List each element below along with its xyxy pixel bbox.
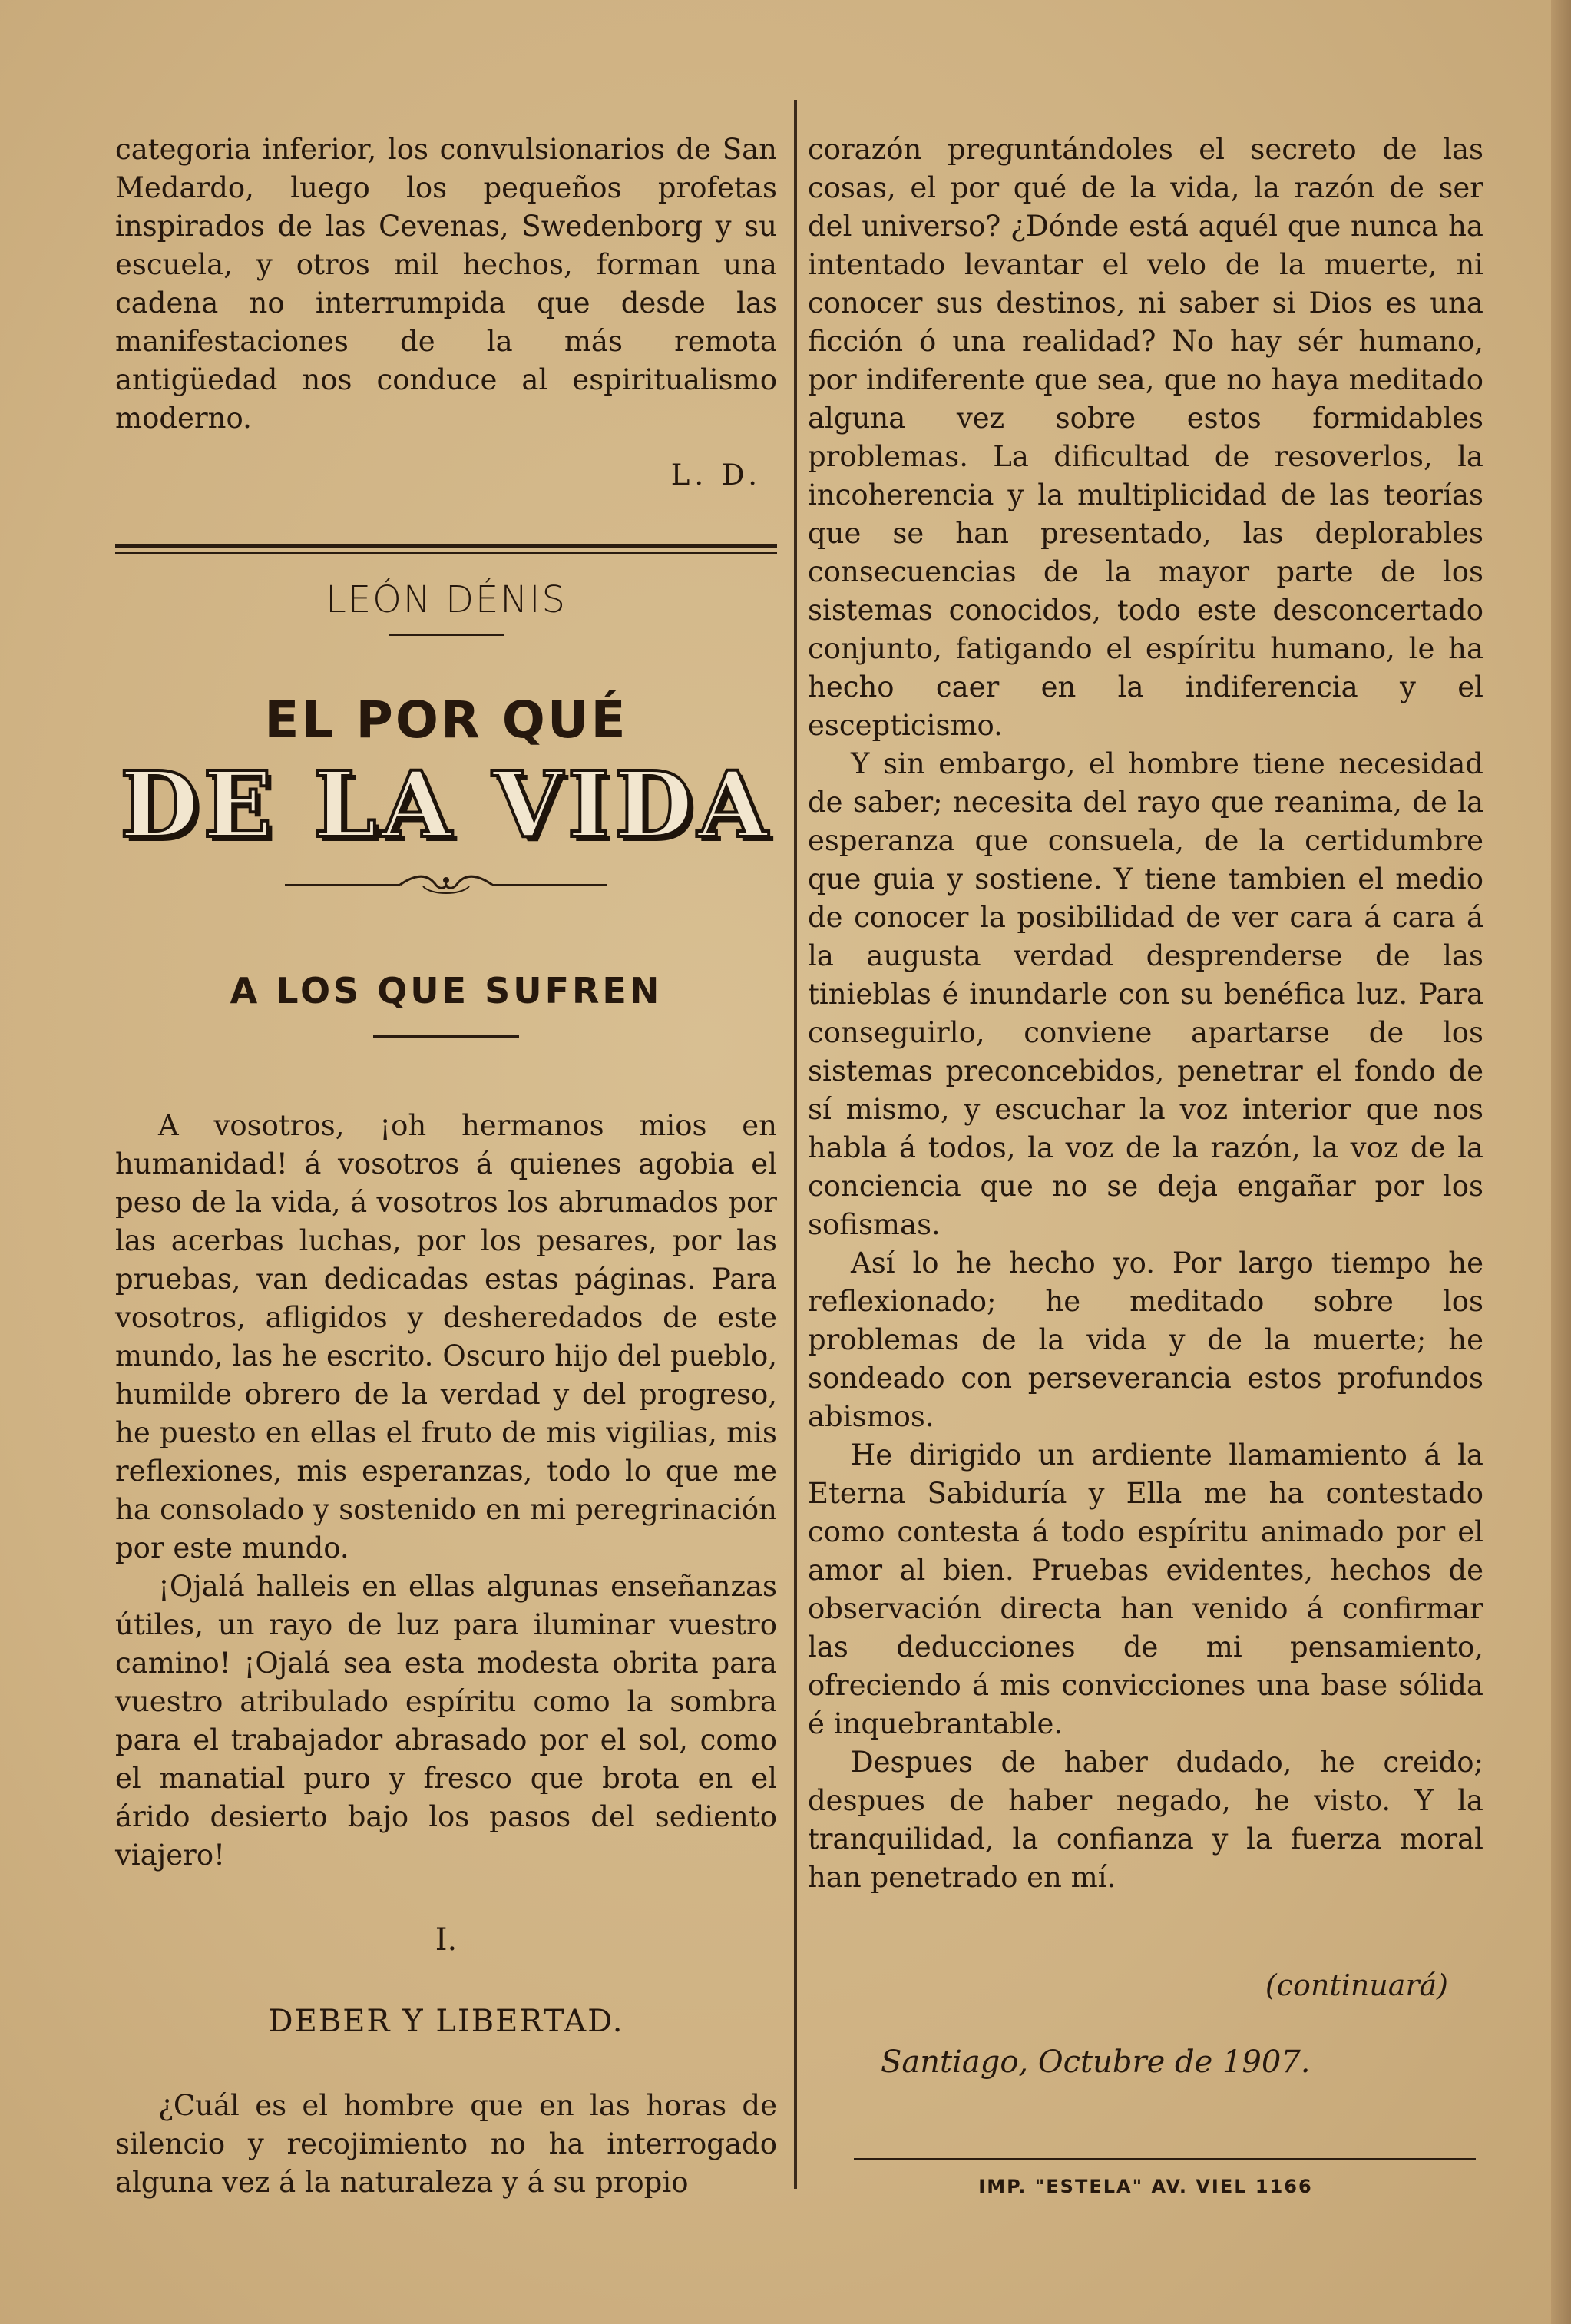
signature: L. D. xyxy=(670,459,762,492)
footer-rule xyxy=(854,2158,1476,2160)
section-separator xyxy=(115,544,777,554)
ornament-flourish-icon xyxy=(285,869,607,900)
right-column xyxy=(808,131,1483,2199)
section-number: I. xyxy=(435,1922,458,1958)
right-paragraph-4: He dirigido un ardiente llamamiento á la Eterna Sabiduría y Ella me ha contestado como contesta á todo espíritu animado por el amor al bien. Pruebas evidentes, hechos de observación directa han venido á confirmar las deducciones de mi pensamiento, ofreciendo á mis convicciones una base sólida é inquebrantable. xyxy=(808,1438,1483,1740)
section-title: DEBER Y LIBERTAD. xyxy=(268,2004,624,2039)
page-edge xyxy=(1551,0,1571,2324)
author-name: LEÓN DÉNIS xyxy=(326,578,567,621)
article-title-line2: DE LA VIDA xyxy=(120,751,772,858)
dedication-heading: A LOS QUE SUFREN xyxy=(230,970,663,1011)
right-paragraph-3: Así lo he hecho yo. Por largo tiempo he reflexionado; he meditado sobre los problemas de la vida y de la muerte; he sondeado con perseverancia estos profundos abismos. xyxy=(808,1246,1483,1433)
intro-paragraph: categoria inferior, los convulsionarios de San Medardo, luego los pequeños profetas inspirados de las Cevenas, Swedenborg y su escuela, y otros mil hechos, forman una cadena no interrumpida que desde las manifestaciones de la más remota antigüedad nos conduce al espiritualismo moderno. xyxy=(115,133,777,435)
left-column xyxy=(115,131,777,2202)
dedication-paragraph-2: ¡Ojalá halleis en ellas algunas enseñanzas útiles, un rayo de luz para iluminar vuestro camino! ¡Ojalá sea esta modesta obrita para vuestro atribulado espíritu como la sombra para el trabajador abrasado por el sol, como el manatial puro y fresco que brota en el árido desierto bajo los pasos del sediento viajero! xyxy=(115,1570,777,1872)
article-title-line1: EL POR QUÉ xyxy=(264,690,628,750)
right-paragraph-5: Despues de haber dudado, he creido; despues de haber negado, he visto. Y la tranquilidad, la confianza y la fuerza moral han penetrado en mí. xyxy=(808,1746,1483,1894)
column-divider xyxy=(794,100,797,2189)
section-paragraph: ¿Cuál es el hombre que en las horas de silencio y recojimiento no ha interrogado alguna vez á la naturaleza y á su propio xyxy=(115,2089,777,2199)
right-paragraph-2: Y sin embargo, el hombre tiene necesidad de saber; necesita del rayo que reanima, de la esperanza que consuela, de la certidumbre que guia y sostiene. Y tiene tambien el medio de conocer la posibilidad de ver cara á cara á la augusta verdad desprenderse de las tinieblas é inundarle con su benéfica luz. Para conseguirlo, conviene apartarse de los sistemas preconcebidos, penetrar el fondo de sí mismo, y escuchar la voz interior que nos habla á todos, la voz de la razón, la voz de la conciencia que no se deja engañar por los sofismas. xyxy=(808,747,1483,1241)
printer-imprint: IMP. "ESTELA" AV. VIEL 1166 xyxy=(978,2176,1313,2197)
dedication-paragraph-1: A vosotros, ¡oh hermanos mios en humanidad! á vosotros á quienes agobia el peso de la vida, á vosotros los abrumados por las acerbas luchas, por los pesares, por las pruebas, van dedicadas estas páginas. Para vosotros, afligidos y desheredados de este mundo, las he escrito. Oscuro hijo del pueblo, humilde obrero de la verdad y del progreso, he puesto en ellas el fruto de mis vigilias, mis reflexiones, mis esperanzas, todo lo que me ha consolado y sostenido en mi peregrinación por este mundo. xyxy=(115,1109,777,1564)
right-paragraph-1: corazón preguntándoles el secreto de las cosas, el por qué de la vida, la razón de ser del universo? ¿Dónde está aquél que nunca ha intentado levantar el velo de la muerte, ni conocer sus destinos, ni saber si Dios es una ficción ó una realidad? No hay sér humano, por indiferente que sea, que no haya meditado alguna vez sobre estos formidables problemas. La dificultad de resoverlos, la incoherencia y la multiplicidad de las teorías que se han presentado, las deplorables consecuencias de la mayor parte de los sistemas conocidos, todo este desconcertado conjunto, fatigando el espíritu humano, le ha hecho caer en la indiferencia y el escepticismo. xyxy=(808,133,1483,742)
author-underline xyxy=(389,634,504,636)
continuation-note: (continuará) xyxy=(1265,1968,1448,2002)
dateline: Santiago, Octubre de 1907. xyxy=(881,2044,1311,2080)
